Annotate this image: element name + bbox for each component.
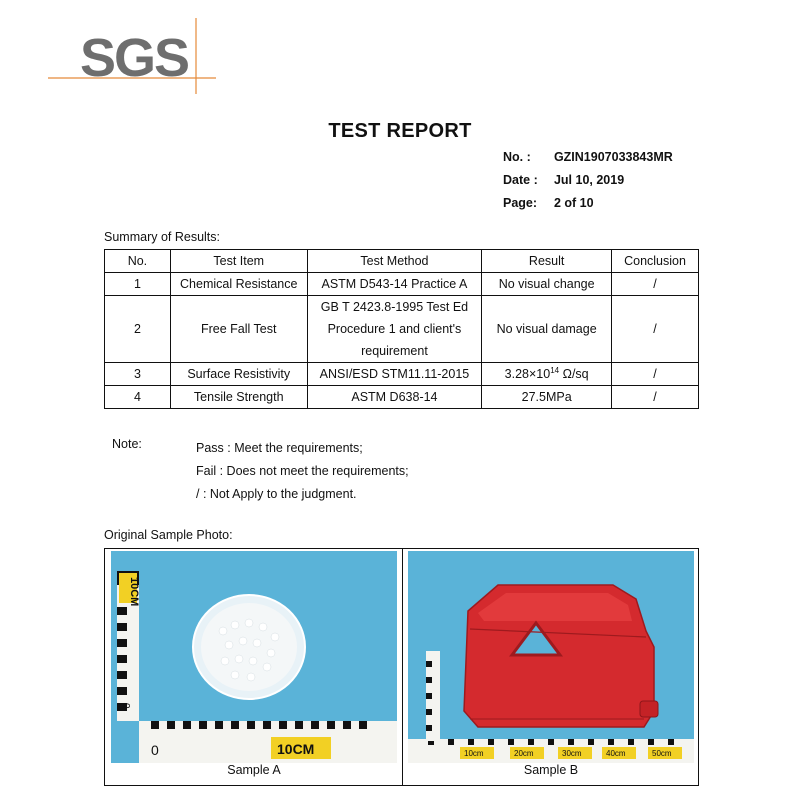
- header-no: No.: [105, 250, 171, 273]
- method-line: requirement: [361, 344, 428, 358]
- row-no: 1: [105, 273, 171, 296]
- ruler-b-label-20: 20cm: [514, 749, 534, 758]
- sgs-logo: [48, 18, 216, 94]
- row-conclusion: /: [612, 273, 699, 296]
- result-base: 3.28×10: [504, 367, 551, 382]
- ruler-a-horizontal-label: 10CM: [277, 741, 315, 757]
- report-number: GZIN1907033843MR: [553, 150, 673, 164]
- row-result: 27.5MPa: [482, 386, 612, 409]
- row-no: 2: [105, 296, 171, 363]
- row-conclusion: /: [612, 296, 699, 363]
- sample-b-caption: Sample B: [523, 763, 579, 777]
- header-test-method: Test Method: [307, 250, 482, 273]
- results-table: [104, 249, 699, 409]
- ruler-b-label-50: 50cm: [652, 749, 672, 758]
- row-item: Surface Resistivity: [170, 363, 307, 386]
- method-line: GB T 2423.8-1995 Test Ed: [320, 300, 469, 314]
- row-item: Chemical Resistance: [170, 273, 307, 296]
- sample-a-caption: Sample A: [227, 763, 281, 777]
- table-row: [105, 273, 699, 296]
- table-row: [105, 386, 699, 409]
- report-date: Jul 10, 2019: [553, 173, 625, 187]
- method-line: Procedure 1 and client's: [327, 322, 462, 336]
- date-label: Date :: [503, 173, 538, 187]
- sgs-logo-text: SGS: [80, 28, 189, 88]
- row-method: [307, 296, 482, 363]
- note-line: Pass : Meet the requirements;: [196, 441, 363, 455]
- ruler-a-vertical-label: 10CM: [128, 577, 140, 607]
- row-no: 4: [105, 386, 171, 409]
- ruler-b-label-40: 40cm: [606, 749, 626, 758]
- page-label: Page:: [503, 196, 538, 210]
- ruler-b-label-10: 10cm: [464, 749, 484, 758]
- table-row: [105, 296, 699, 363]
- row-result: No visual change: [482, 273, 612, 296]
- note-list: [196, 437, 409, 506]
- table-header-row: [105, 250, 699, 273]
- result-exponent: 14: [550, 366, 560, 376]
- report-meta: [503, 146, 673, 215]
- row-item: Free Fall Test: [170, 296, 307, 363]
- note-line: / : Not Apply to the judgment.: [196, 487, 357, 501]
- row-item: Tensile Strength: [170, 386, 307, 409]
- note-label: Note:: [112, 437, 142, 451]
- sample-a-photo: [111, 551, 397, 763]
- ruler-a-vertical-zero: 0: [120, 703, 131, 709]
- report-title: TEST REPORT: [328, 120, 472, 142]
- table-row: [105, 363, 699, 386]
- photo-frame: [104, 548, 699, 786]
- header-test-item: Test Item: [170, 250, 307, 273]
- row-result: No visual damage: [482, 296, 612, 363]
- row-method: ANSI/ESD STM11.11-2015: [307, 363, 482, 386]
- sample-b-photo: [408, 551, 694, 763]
- photo-label: Original Sample Photo:: [104, 528, 233, 542]
- row-method: ASTM D638-14: [307, 386, 482, 409]
- page-number: 2 of 10: [553, 196, 594, 210]
- row-conclusion: /: [612, 386, 699, 409]
- ruler-b-label-30: 30cm: [562, 749, 582, 758]
- header-conclusion: Conclusion: [612, 250, 699, 273]
- no-label: No. :: [503, 150, 531, 164]
- header-result: Result: [482, 250, 612, 273]
- result-unit: Ω/sq: [559, 367, 589, 382]
- summary-label: Summary of Results:: [104, 230, 221, 244]
- row-result: [482, 363, 612, 386]
- row-conclusion: /: [612, 363, 699, 386]
- note-line: Fail : Does not meet the requirements;: [196, 464, 409, 478]
- photo-divider: [402, 549, 403, 785]
- ruler-a-zero: 0: [151, 742, 159, 758]
- row-method: ASTM D543-14 Practice A: [307, 273, 482, 296]
- row-no: 3: [105, 363, 171, 386]
